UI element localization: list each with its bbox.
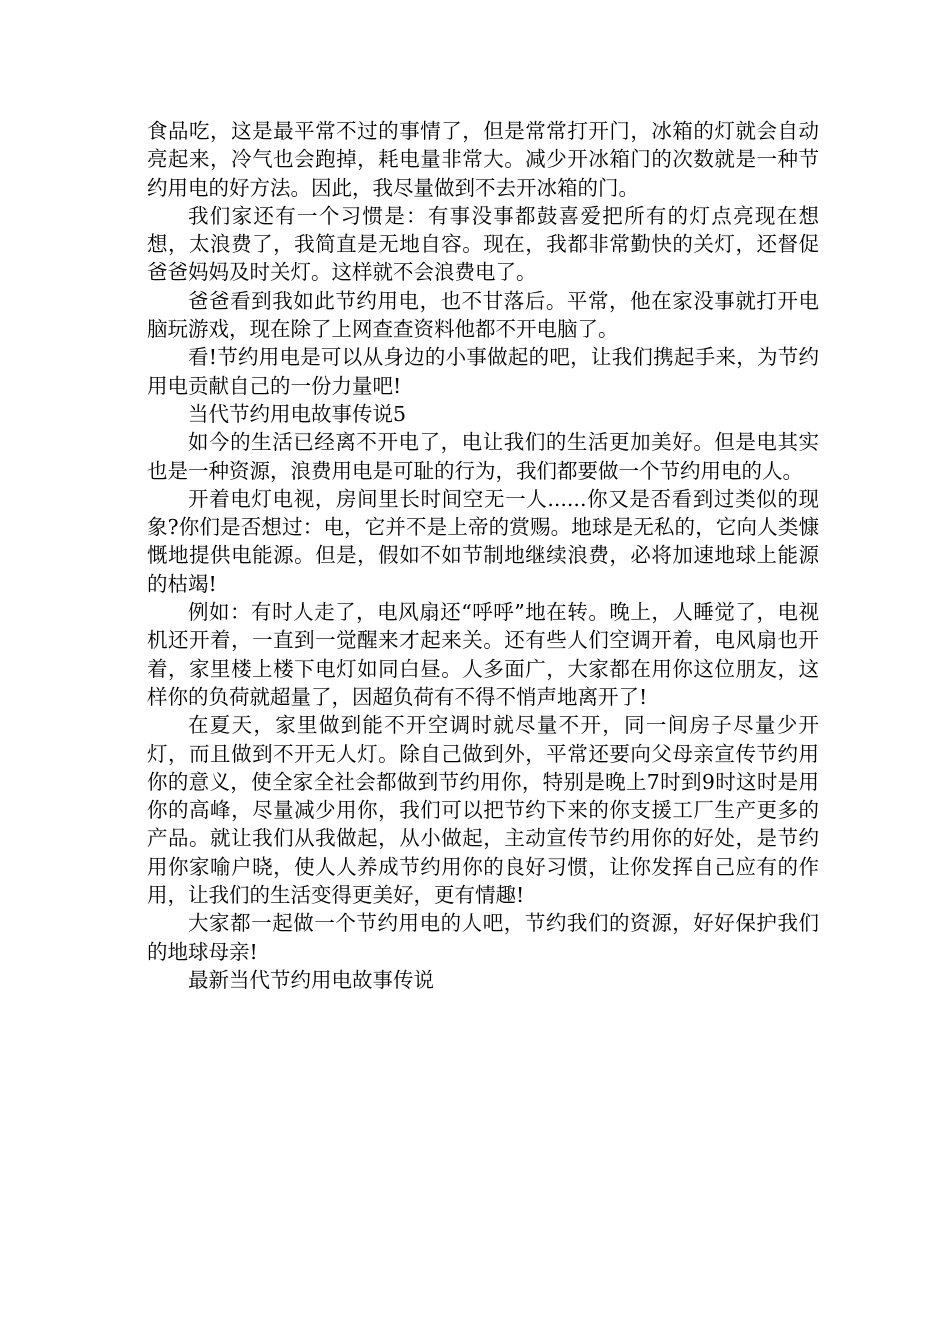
paragraph-call-to-action: 看!节约用电是可以从身边的小事做起的吧，让我们携起手来，为节约用电贡献自己的一份力量吧! bbox=[147, 345, 819, 398]
section-heading-story-5: 当代节约用电故事传说5 bbox=[188, 401, 407, 426]
paragraph-summer: 在夏天，家里做到能不开空调时就尽量不开，同一间房子尽量少开灯，而且做到不开无人灯。除自己做到外，平常还要向父母亲宣传节约用你的意义，使全家全社会都做到节约用你，特别是晚上7时到9时这时是用你的高峰，尽量减少用你，我们可以把节约下来的你支援工厂生产更多的产品。就让我们从我做起，从小做起，主动宣传节约用你的好处，是节约用你家喻户晓，使人人养成节约用你的良好习惯，让你发挥自己应有的作用，让我们的生活变得更美好，更有情趣! bbox=[147, 713, 819, 908]
paragraph-examples: 例如：有时人走了，电风扇还“呼呼”地在转。晚上，人睡觉了，电视机还开着，一直到一觉醒来才起来关。还有些人们空调开着，电风扇也开着，家里楼上楼下电灯如同白昼。人多面广，大家都在用你这位朋友，这样你的负荷就超量了，因超负荷有不得不悄声地离开了! bbox=[147, 600, 819, 709]
paragraph-lights-habit: 我们家还有一个习惯是：有事没事都鼓喜爱把所有的灯点亮现在想想，太浪费了，我简直是无地自容。现在，我都非常勤快的关灯，还督促爸爸妈妈及时关灯。这样就不会浪费电了。 bbox=[147, 203, 819, 285]
document-page bbox=[147, 117, 819, 994]
paragraph-fridge-continued: 食品吃，这是最平常不过的事情了，但是常常打开门，冰箱的灯就会自动亮起来，冷气也会跑掉，耗电量非常大。减少开冰箱门的次数就是一种节约用电的好方法。因此，我尽量做到不去开冰箱的门。 bbox=[147, 119, 819, 200]
paragraph-life-needs-electricity: 如今的生活已经离不开电了，电让我们的生活更加美好。但是电其实也是一种资源，浪费用电是可耻的行为，我们都要做一个节约用电的人。 bbox=[147, 430, 819, 483]
paragraph-closing: 大家都一起做一个节约用电的人吧，节约我们的资源，好好保护我们的地球母亲! bbox=[147, 911, 819, 964]
section-heading-latest-stories: 最新当代节约用电故事传说 bbox=[188, 967, 434, 992]
paragraph-empty-rooms: 开着电灯电视，房间里长时间空无一人......你又是否看到过类似的现象?你们是否想过：电，它并不是上帝的赏赐。地球是无私的，它向人类慷慨地提供电能源。但是，假如不如节制地继续浪费，必将加速地球上能源的枯竭! bbox=[147, 486, 819, 596]
paragraph-dad-computer: 爸爸看到我如此节约用电，也不甘落后。平常，他在家没事就打开电脑玩游戏，现在除了上网查查资料他都不开电脑了。 bbox=[147, 288, 819, 342]
